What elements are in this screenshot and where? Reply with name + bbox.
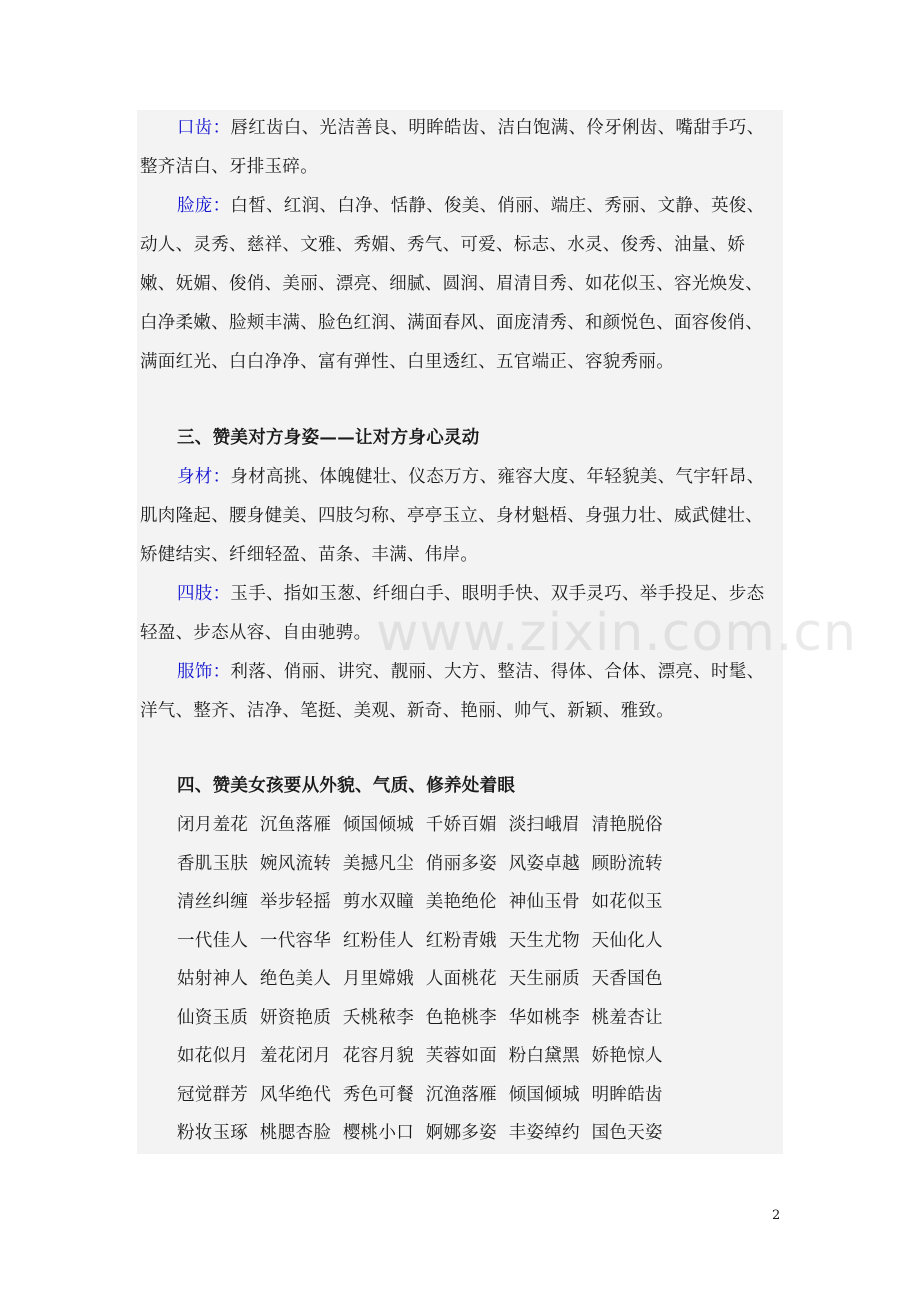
figure-paragraph: [140, 458, 780, 575]
teeth-term: 口齿：: [177, 118, 231, 138]
face-term: 脸庞：: [177, 196, 231, 216]
idiom-row: 粉妆玉琢 桃腮杏脸 樱桃小口 婀娜多姿 丰姿绰约 国色天姿: [177, 1123, 663, 1143]
teeth-paragraph: [140, 109, 780, 187]
limbs-text: 玉手、指如玉葱、纤细白手、眼明手快、双手灵巧、举手投足、步态轻盈、步态从容、自由驰骋。: [140, 584, 765, 643]
clothing-paragraph: [140, 653, 780, 731]
idiom-row: 香肌玉肤 婉风流转 美撼凡尘 俏丽多姿 风姿卓越 顾盼流转: [177, 854, 663, 874]
idiom-row: 冠觉群芳 风华绝代 秀色可餐 沉渔落雁 倾国倾城 明眸皓齿: [177, 1085, 663, 1105]
idiom-row: 如花似月 羞花闭月 花容月貌 芙蓉如面 粉白黛黑 娇艳惊人: [177, 1046, 663, 1066]
section-four-heading: 四、赞美女孩要从外貌、气质、修养处着眼: [177, 776, 516, 796]
figure-term: 身材：: [177, 467, 231, 487]
limbs-term: 四肢：: [177, 584, 231, 604]
clothing-term: 服饰：: [177, 662, 231, 682]
face-paragraph: [140, 187, 780, 382]
watermark: www.zixin.com.cn: [376, 603, 857, 663]
face-text: 白皙、红润、白净、恬静、俊美、俏丽、端庄、秀丽、文静、英俊、动人、灵秀、慈祥、文雅、秀媚、秀气、可爱、标志、水灵、俊秀、油量、娇嫩、妩媚、俊俏、美丽、漂亮、细腻、圆润、眉清目秀、如花似玉、容光焕发、白净柔嫩、脸颊丰满、脸色红润、满面春风、面庞清秀、和颜悦色、面容俊俏、满面红光、白白净净、富有弹性、白里透红、五官端正、容貌秀丽。: [140, 196, 765, 372]
idiom-row: 一代佳人 一代容华 红粉佳人 红粉青娥 天生尤物 天仙化人: [177, 931, 663, 951]
teeth-text: 唇红齿白、光洁善良、明眸皓齿、洁白饱满、伶牙俐齿、嘴甜手巧、整齐洁白、牙排玉碎。: [140, 118, 765, 177]
idiom-row: 仙资玉质 妍资艳质 夭桃秾李 色艳桃李 华如桃李 桃羞杏让: [177, 1008, 663, 1028]
idiom-row: 姑射神人 绝色美人 月里嫦娥 人面桃花 天生丽质 天香国色: [177, 969, 663, 989]
idiom-row: 闭月羞花 沉鱼落雁 倾国倾城 千娇百媚 淡扫峨眉 清艳脱俗: [177, 815, 663, 835]
idiom-row: 清丝纠缠 举步轻摇 剪水双瞳 美艳绝伦 神仙玉骨 如花似玉: [177, 892, 663, 912]
section-three-heading: 三、赞美对方身姿——让对方身心灵动: [177, 428, 480, 448]
figure-text: 身材高挑、体魄健壮、仪态万方、雍容大度、年轻貌美、气宇轩昂、肌肉隆起、腰身健美、四肢匀称、亭亭玉立、身材魁梧、身强力壮、威武健壮、矫健结实、纤细轻盈、苗条、丰满、伟岸。: [140, 467, 765, 565]
clothing-text: 利落、俏丽、讲究、靓丽、大方、整洁、得体、合体、漂亮、时髦、洋气、整齐、洁净、笔挺、美观、新奇、艳丽、帅气、新颖、雅致。: [140, 662, 765, 721]
page-number: 2: [772, 1208, 781, 1223]
